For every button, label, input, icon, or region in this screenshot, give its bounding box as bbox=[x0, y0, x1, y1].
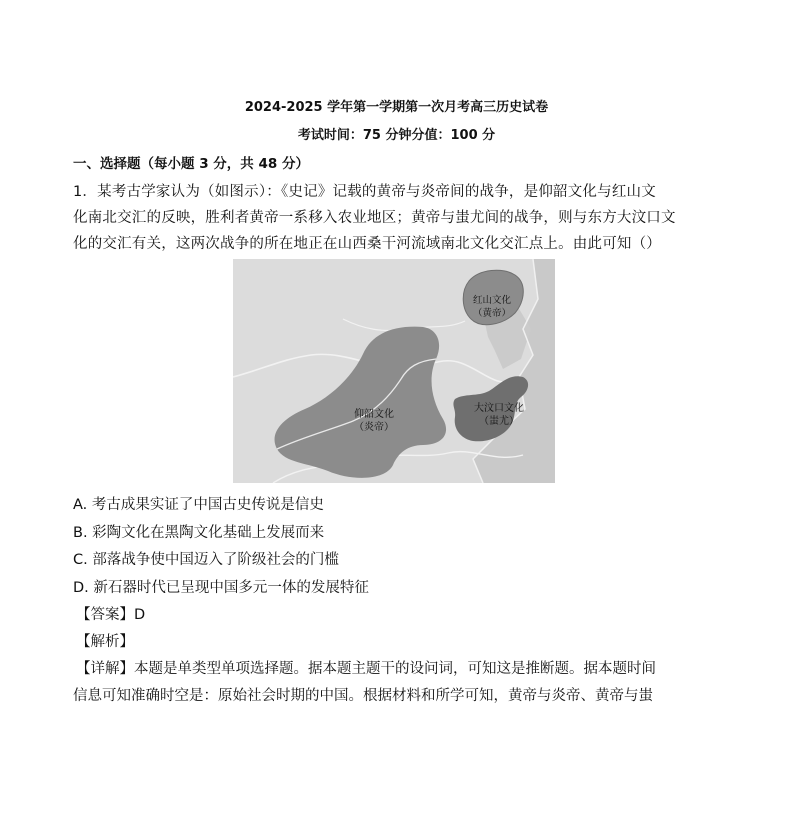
dawenkou-ruler-label: （蚩尤） bbox=[479, 416, 519, 427]
yangshao-label: 仰韶文化 bbox=[354, 409, 394, 420]
option-a[interactable]: A. 考古成果实证了中国古史传说是信史 bbox=[73, 497, 324, 513]
option-c[interactable]: C. 部落战争使中国迈入了阶级社会的门槛 bbox=[73, 552, 339, 568]
option-b[interactable]: B. 彩陶文化在黑陶文化基础上发展而来 bbox=[73, 525, 325, 541]
section-heading: 一、选择题（每小题 3 分，共 48 分） bbox=[73, 156, 309, 172]
option-d[interactable]: D. 新石器时代已呈现中国多元一体的发展特征 bbox=[73, 580, 369, 596]
exam-title: 2024-2025 学年第一学期第一次月考高三历史试卷 bbox=[244, 100, 549, 115]
hongshan-ruler-label: （黄帝） bbox=[472, 308, 512, 319]
question-stem-line: 1．某考古学家认为（如图示）：《史记》记载的黄帝与炎帝间的战争，是仰韶文化与红山文 bbox=[73, 184, 656, 200]
analysis-label: 【解析】 bbox=[76, 634, 134, 650]
answer-line: 【答案】D bbox=[76, 607, 146, 623]
yangshao-ruler-label: （炎帝） bbox=[354, 422, 394, 433]
hongshan-label: 红山文化 bbox=[472, 295, 512, 306]
dawenkou-label: 大汶口文化 bbox=[474, 403, 524, 414]
question-stem-line: 化南北交汇的反映，胜利者黄帝一系移入农业地区；黄帝与蚩尤间的战争，则与东方大汶口文 bbox=[73, 210, 676, 226]
culture-map bbox=[233, 259, 555, 483]
detail-line: 信息可知准确时空是：原始社会时期的中国。根据材料和所学可知，黄帝与炎帝、黄帝与蚩 bbox=[73, 688, 653, 704]
question-stem-line: 化的交汇有关，这两次战争的所在地正在山西桑干河流域南北文化交汇点上。由此可知（） bbox=[73, 236, 661, 252]
detail-line: 【详解】本题是单类型单项选择题。据本题主题干的设问词，可知这是推断题。据本题时间 bbox=[76, 661, 656, 677]
exam-time-info: 考试时间：75 分钟分值：100 分 bbox=[297, 128, 496, 143]
